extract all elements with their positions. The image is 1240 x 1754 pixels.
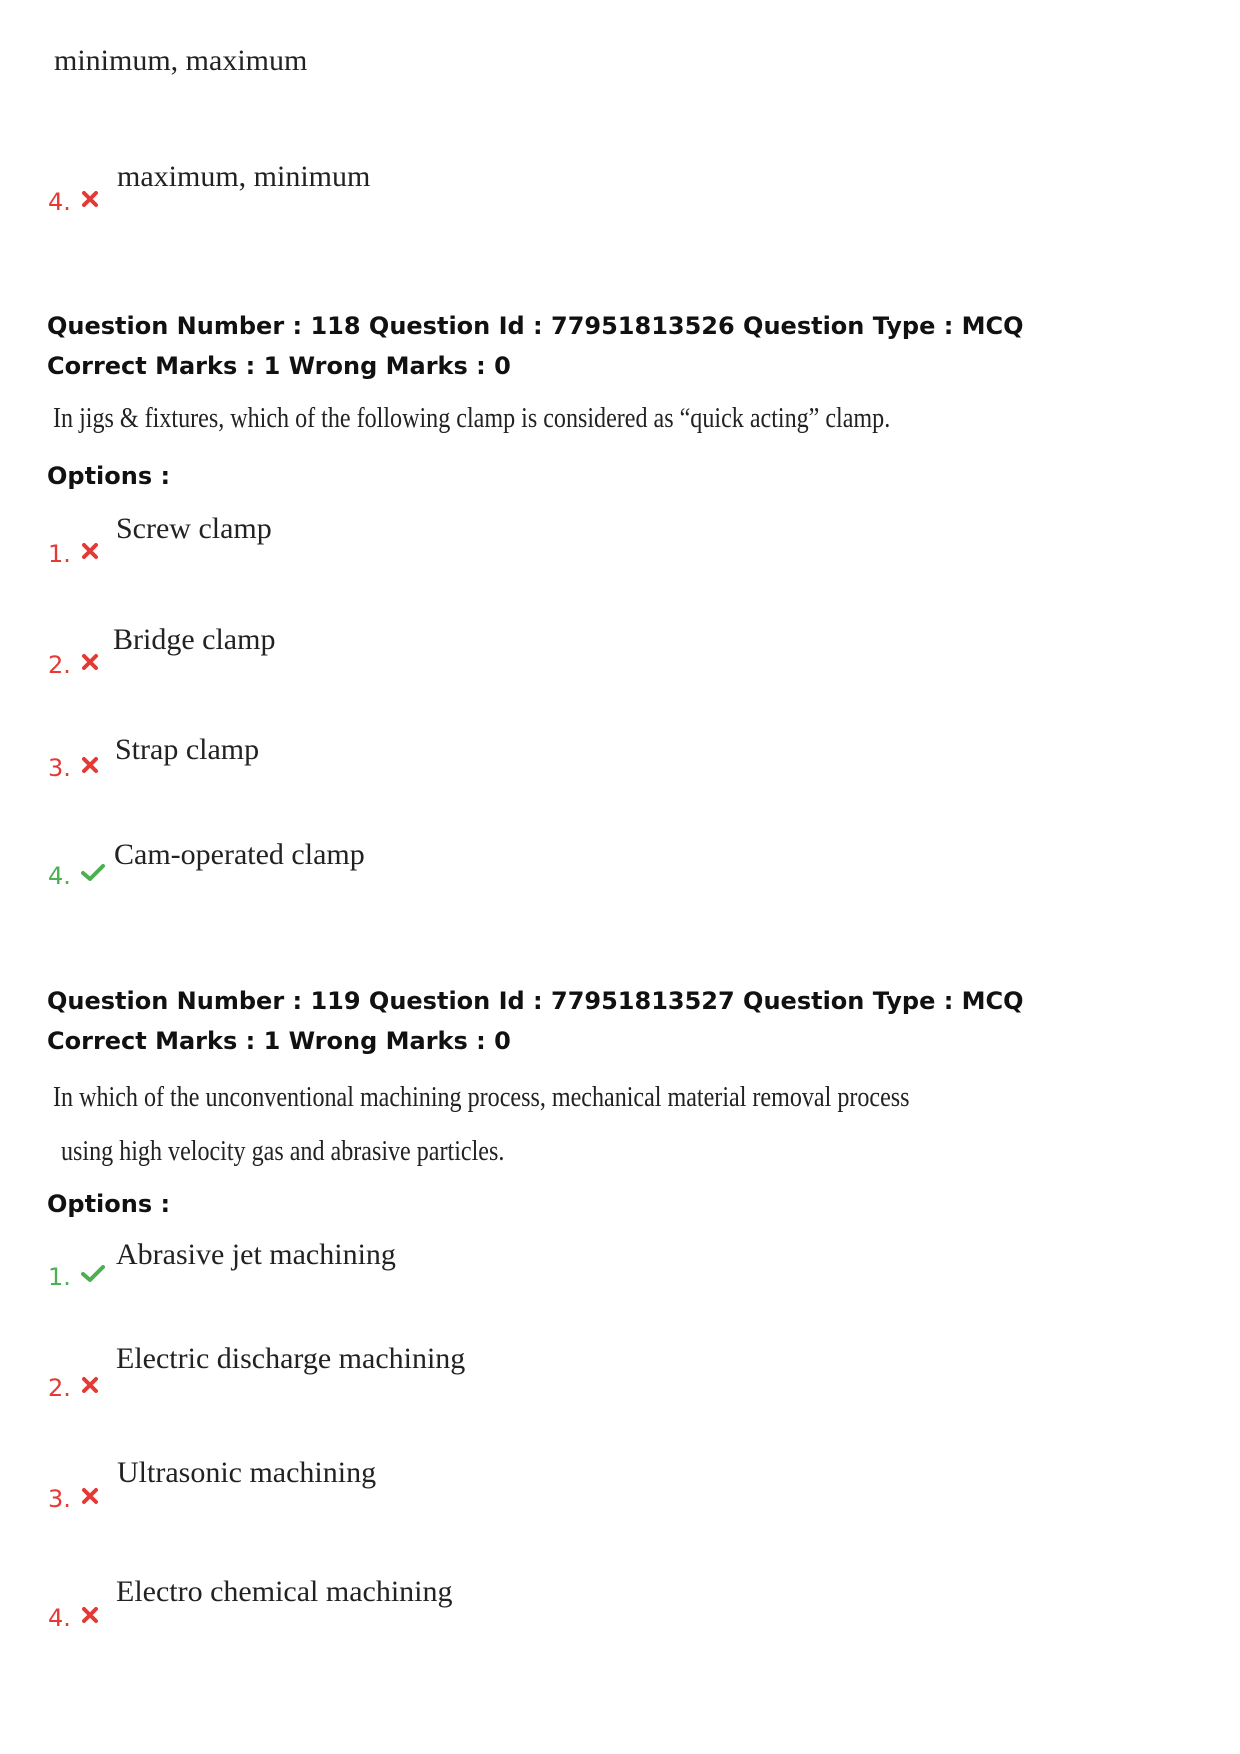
cross-icon	[81, 190, 99, 208]
option-3-text: Ultrasonic machining	[117, 1456, 377, 1489]
cross-icon	[81, 1487, 99, 1505]
cross-icon	[81, 1376, 99, 1394]
question-text-line-2: using high velocity gas and abrasive particles.	[61, 1136, 505, 1167]
options-label: Options :	[47, 462, 171, 490]
check-icon	[81, 1265, 105, 1283]
question-header: Question Number : 118 Question Id : 77951813526 Question Type : MCQ	[47, 312, 1024, 340]
question-text-line-1: In which of the unconventional machining process, mechanical material removal process	[53, 1082, 910, 1113]
option-number: 1.	[48, 540, 71, 568]
question-header: Question Number : 119 Question Id : 77951813527 Question Type : MCQ	[47, 987, 1024, 1015]
option-number: 4.	[48, 1604, 71, 1632]
option-3-text: minimum, maximum	[54, 44, 308, 77]
marks-line: Correct Marks : 1 Wrong Marks : 0	[47, 1027, 511, 1055]
option-number: 3.	[48, 1485, 71, 1513]
option-4-number	[48, 1604, 99, 1632]
option-2-number	[48, 651, 99, 679]
option-1-text: Screw clamp	[116, 512, 272, 545]
option-4-number	[48, 188, 99, 216]
option-number: 4.	[48, 188, 71, 216]
option-3-number	[48, 754, 99, 782]
option-1-number	[48, 540, 99, 568]
option-4-number	[48, 862, 105, 890]
option-2-text: Electric discharge machining	[116, 1342, 466, 1375]
option-3-number	[48, 1485, 99, 1513]
option-number: 2.	[48, 651, 71, 679]
check-icon	[81, 864, 105, 882]
option-number: 4.	[48, 862, 71, 890]
option-1-text: Abrasive jet machining	[116, 1238, 396, 1271]
cross-icon	[81, 542, 99, 560]
option-number: 3.	[48, 754, 71, 782]
option-3-text: Strap clamp	[115, 733, 260, 766]
option-4-text: Electro chemical machining	[116, 1575, 453, 1608]
option-4-text: Cam-operated clamp	[114, 838, 365, 871]
cross-icon	[81, 1606, 99, 1624]
option-number: 2.	[48, 1374, 71, 1402]
option-1-number	[48, 1263, 105, 1291]
cross-icon	[81, 653, 99, 671]
option-2-number	[48, 1374, 99, 1402]
cross-icon	[81, 756, 99, 774]
option-2-text: Bridge clamp	[113, 623, 276, 656]
options-label: Options :	[47, 1190, 171, 1218]
question-text: In jigs & fixtures, which of the following clamp is considered as “quick acting” clamp.	[53, 403, 891, 434]
option-number: 1.	[48, 1263, 71, 1291]
option-4-text: maximum, minimum	[117, 160, 371, 193]
marks-line: Correct Marks : 1 Wrong Marks : 0	[47, 352, 511, 380]
